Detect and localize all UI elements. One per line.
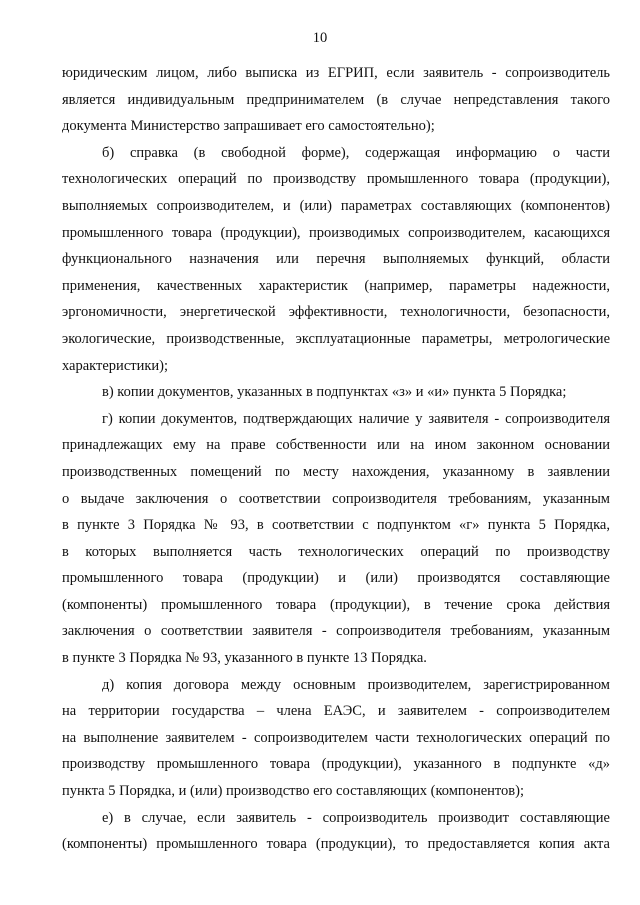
text-line: юридическим лицом, либо выписка из ЕГРИП, если заявитель - сопроизводитель (62, 65, 610, 81)
text-line: заключения о соответствии заявителя - сопроизводителя требованиям, указанным (62, 623, 610, 640)
text-line: эргономичности, энергетической эффективности, технологичности, безопасности, (62, 304, 610, 321)
text-line: в пункте 3 Порядка № 93, в соответствии с подпунктом «г» пункта 5 Порядка, (62, 517, 610, 534)
text-line: пункта 5 Порядка, и (или) производство его составляющих (компонентов); (62, 783, 524, 800)
page-number: 10 (312, 30, 328, 46)
text-line: характеристики); (62, 357, 169, 374)
text-line: в) копии документов, указанных в подпунктах «з» и «и» пункта 5 Порядка; (102, 384, 567, 401)
text-line: на выполнение заявителем - сопроизводителем части технологических операций по (62, 729, 610, 746)
text-line: выполняемых сопроизводителем, и (или) параметрах составляющих (компонентов) (62, 197, 610, 214)
text-line: производству промышленного товара (продукции), указанного в подпункте «д» (62, 756, 610, 773)
text-line: (компоненты) промышленного товара (продукции), в течение срока действия (62, 596, 610, 613)
text-line: о выдаче заключения о соответствии сопроизводителя требованиям, указанным (62, 490, 610, 507)
text-line: е) в случае, если заявитель - сопроизводитель производит составляющие (102, 809, 610, 826)
text-line: функционального назначения или перечня выполняемых функций, области (62, 251, 610, 268)
text-line: принадлежащих ему на праве собственности или на ином законном основании (62, 437, 610, 454)
text-line: (компоненты) промышленного товара (продукции), то предоставляется копия акта (62, 836, 610, 853)
text-line: в пункте 3 Порядка № 93, указанного в пункте 13 Порядка. (62, 650, 427, 667)
text-line: экологические, производственные, эксплуатационные параметры, метрологические (62, 330, 610, 347)
text-line: документа Министерство запрашивает его самостоятельно); (62, 118, 435, 135)
text-line: промышленного товара (продукции) и (или) производятся составляющие (62, 570, 610, 587)
text-line: является индивидуальным предпринимателем (в случае непредставления такого (62, 91, 610, 108)
text-line: г) копии документов, подтверждающих наличие у заявителя - сопроизводителя (102, 410, 610, 427)
text-line: на территории государства – члена ЕАЭС, и заявителем - сопроизводителем (62, 703, 610, 720)
text-line: б) справка (в свободной форме), содержащая информацию о части (102, 144, 610, 161)
document-body (62, 60, 610, 858)
text-line: технологических операций по производству промышленного товара (продукции), (62, 171, 610, 188)
text-line: производственных помещений по месту нахождения, указанному в заявлении (62, 463, 610, 480)
text-line: д) копия договора между основным производителем, зарегистрированном (102, 676, 610, 693)
text-line: применения, качественных характеристик (например, параметры надежности, (62, 277, 610, 294)
text-line: промышленного товара (продукции), производимых сопроизводителем, касающихся (62, 224, 610, 241)
text-line: в которых выполняется часть технологических операций по производству (62, 543, 610, 560)
